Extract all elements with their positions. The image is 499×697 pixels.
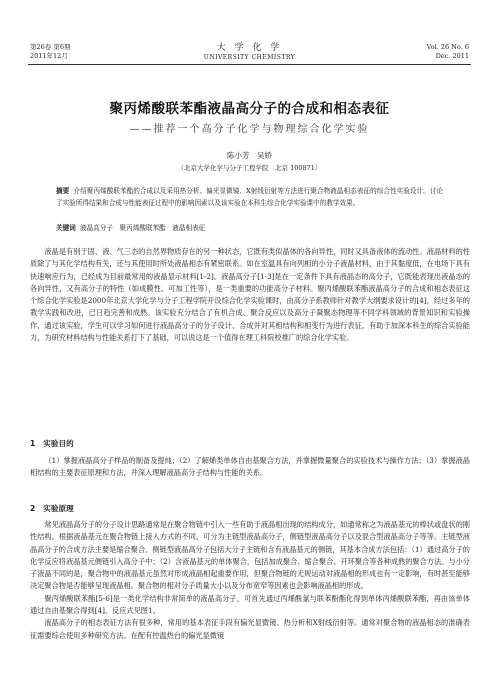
abstract-label: 摘要 (56, 187, 70, 195)
section-1-heading (30, 438, 74, 449)
date-en: Dec. 2011 (435, 52, 469, 60)
keywords-label: 关键词 (56, 224, 76, 232)
header-center (0, 40, 499, 61)
section-1-title: 实验目的 (43, 439, 74, 448)
volume-issue: 第26卷 第6期 (30, 43, 71, 51)
section-2-number: 2 (30, 504, 36, 513)
issue-date: 2011年12月 (30, 52, 68, 60)
header-rule (28, 64, 471, 65)
journal-name-cn: 大 学 化 学 (216, 43, 283, 53)
section-1-body (30, 455, 470, 480)
section-2-paragraph: 常见液晶高分子的分子设计思路通常是在聚合物链中引入一些有助于液晶相出现的结构成分，如通常称之为液晶基元的棒状或盘状的刚性结构。根据液晶基元在聚合物链上接入方式的不同，可分为主链型液晶高分子，侧链型液晶高分子以及混合型液晶高分子等等。主链型液晶高分子的合成方法主要是缩合聚合。侧链型液晶高分子包括大分子主链和含有液晶基元的侧链，其基本合成方法包括：（1）通过高分子的化学反应将液晶基元侧链引入高分子中；（2）含液晶基元的单体聚合，包括加成聚合、缩合聚合、开环聚合等各种成熟的聚合方法。与小分子液晶不同的是，聚合物中的液晶基元虽然对形成液晶相起重要作用，但聚合物链的无规运动对液晶相的形成也有一定影响，有时甚至能够决定聚合物是否能够呈现液晶相。聚合物的相对分子质量大小以及分布宽窄等因素也会影响液晶相的形成。 (30, 520, 470, 591)
abstract (56, 185, 443, 209)
article-subtitle: ——推荐一个高分子化学与物理综合化学实验 (129, 124, 370, 135)
keywords (56, 222, 443, 232)
section-2-body (30, 519, 470, 642)
article-title: 聚丙烯酸联苯酯液晶高分子的合成和相态表征 (109, 101, 390, 117)
section-1-paragraph: （1）掌握液晶高分子样品的制备及提纯；（2）了解烯类单体自由基聚合方法，并掌握微量聚合的实验技术与操作方法；（3）掌握液晶相结构的主要表征原理和方法，并深入理解液晶高分子结构与性能的关系。 (30, 456, 470, 478)
keywords-text: 液晶高分子 聚丙烯酸联苯酯 液晶相表征 (79, 224, 206, 232)
authors: 陈小芳 吴娇 (227, 151, 272, 160)
journal-name-en: UNIVERSITY CHEMISTRY (203, 54, 296, 61)
introduction (30, 246, 470, 344)
section-1-number: 1 (30, 439, 36, 448)
section-2-title: 实验原理 (43, 504, 74, 513)
section-2-paragraph: 聚丙烯酸联苯酯[5-6]是一类化学结构非常简单的液晶高分子，可首先通过丙烯酰氯与联苯酚酯化得到单体丙烯酸联苯酯，再由该单体通过自由基聚合得到[4]。反应式见图1。 (30, 593, 470, 616)
header-right (427, 43, 469, 61)
abstract-text: 介绍聚丙烯酸联苯酯的合成以及采用热分析、偏光显微镜、X射线衍射等方法进行聚合物液晶相态表征的综合性实验设计。讨论了实验所得结果和合成与性能表征过程中的影响因素以及该实验在本科生综合化学实验课中的教学效果。 (56, 187, 443, 207)
affiliation: （北京大学化学与分子工程学院 北京 100871） (177, 164, 322, 172)
section-2-heading (30, 503, 74, 514)
volume-en: Vol. 26 No. 6 (426, 43, 469, 51)
intro-paragraph: 液晶是有别于固、液、气三态的自然界物质存在的另一种状态，它既有类似晶体的各向异性，同时又具备液体的流动性。液晶材料的性质除了与其化学结构有关，还与其使用时所处液晶相态有紧密联系。如在室温具有向列相的小分子液晶材料，由于其黏度低，在电场下具有快速响应行为，已经成为目前最常用的液晶显示材料[1-2]。液晶高分子[1-3]是在一定条件下具有液晶态的高分子，它既能表现出液晶态的各向异性，又有高分子的特性（如成膜性、可加工性等），是一类重要的功能高分子材料。聚丙烯酸联苯酯液晶高分子的合成和相态表征这个综合化学实验是2000年北京大学化学与分子工程学院开设综合化学实验课时，由高分子系教师针对教学大纲要求设计的[4]，经过多年的教学实践和改进，已日趋完善和成熟。该实验充分结合了有机合成、聚合反应以及高分子凝聚态物理等不同学科领域的背景知识和实验操作，通过该实验，学生可以学习如何进行液晶高分子的分子设计、合成并对其相结构和相变行为进行表征，有助于加深本科生的综合实验能力，为研究材料结构与性能关系打下了基础，可以说这是一个值得在理工科院校推广的综合化学实验。 (30, 247, 470, 343)
section-2-paragraph: 液晶高分子的相态表征方法有很多种，常用的基本表征手段有偏光显微镜、热分析和X射线衍射等。通常对聚合物的液晶相态的准确表征需要综合使用多种研究方法。在配有控温热台的偏光显微镜 (30, 618, 470, 640)
